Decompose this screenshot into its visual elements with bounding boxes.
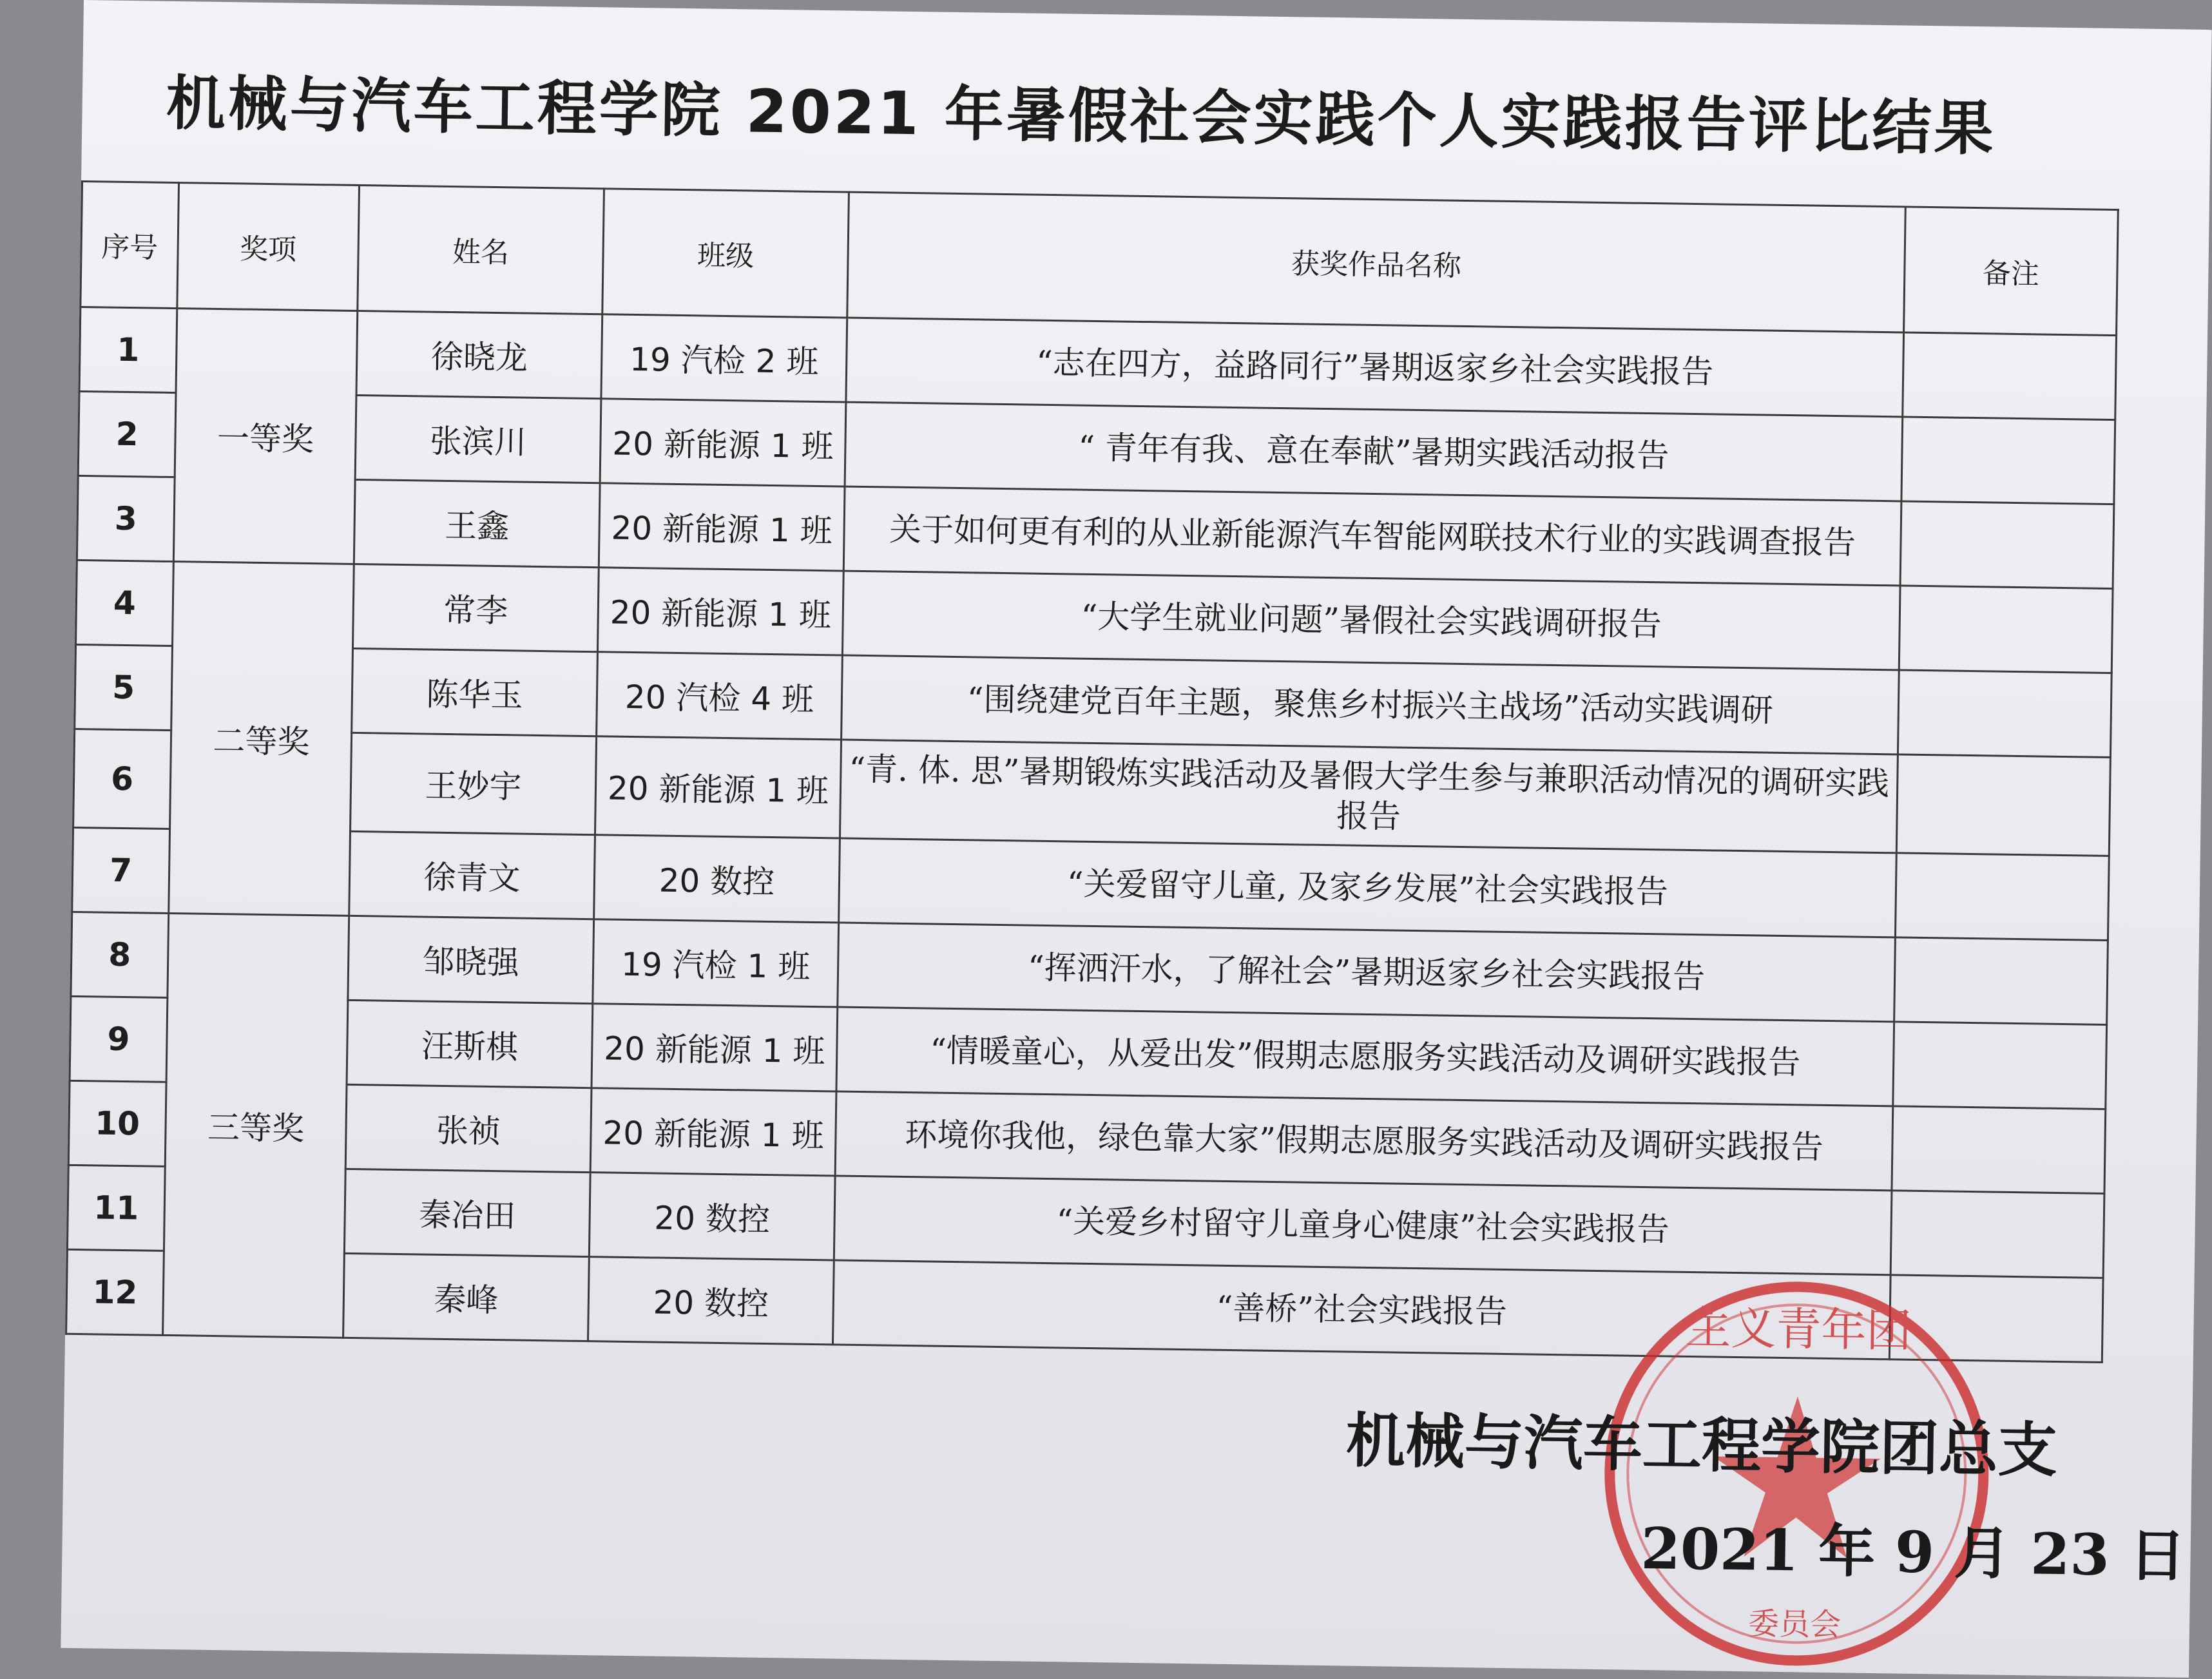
seal-bottom-text: 委员会	[1747, 1606, 1842, 1644]
student-name: 王鑫	[354, 479, 600, 567]
work-title: “善桥”社会实践报告	[832, 1260, 1890, 1359]
row-index: 1	[79, 307, 177, 392]
row-index: 12	[66, 1249, 164, 1335]
student-name: 秦冶田	[344, 1169, 590, 1256]
header-class: 班级	[602, 189, 849, 318]
student-name: 徐晓龙	[356, 311, 602, 398]
row-index: 3	[77, 475, 175, 561]
student-name: 常李	[352, 564, 599, 651]
paper-sheet	[61, 0, 2211, 1678]
note-cell	[1890, 1191, 2104, 1278]
header-name: 姓名	[358, 185, 604, 314]
header-note: 备注	[1904, 207, 2119, 336]
note-cell	[1893, 1022, 2107, 1109]
work-title: 环境你我他，绿色靠大家”假期志愿服务实践活动及调研实践报告	[835, 1091, 1893, 1191]
work-title: “关爱乡村留守儿童身心健康”社会实践报告	[834, 1176, 1892, 1275]
header-work-title: 获奖作品名称	[847, 192, 1906, 332]
student-name: 汪斯棋	[347, 1000, 593, 1088]
note-cell	[1903, 332, 2117, 420]
note-cell	[1898, 670, 2111, 758]
award-level-cell: 一等奖	[173, 309, 357, 564]
work-title: “大学生就业问题”暑假社会实践调研报告	[842, 571, 1900, 670]
work-title: “围绕建党百年主题，聚焦乡村振兴主战场”活动实践调研	[842, 655, 1899, 754]
row-index: 11	[67, 1165, 165, 1251]
class-name: 20 新能源 1 班	[599, 483, 845, 571]
note-cell	[1899, 586, 2113, 673]
note-cell	[1901, 417, 2115, 504]
awards-table	[65, 180, 2119, 1363]
row-index: 9	[70, 996, 168, 1082]
work-title: “ 青年有我、意在奉献”暑期实践活动报告	[845, 402, 1903, 501]
row-index: 2	[78, 391, 176, 477]
class-name: 19 汽检 2 班	[601, 314, 847, 402]
note-cell	[1894, 937, 2108, 1025]
class-name: 19 汽检 1 班	[593, 919, 839, 1007]
note-cell	[1896, 754, 2110, 856]
work-title: 关于如何更有利的从业新能源汽车智能网联技术行业的实践调查报告	[843, 486, 1901, 586]
header-index: 序号	[81, 181, 179, 308]
class-name: 20 数控	[589, 1173, 835, 1260]
row-index: 7	[72, 827, 170, 913]
class-name: 20 数控	[588, 1257, 834, 1345]
document-title: 机械与汽车工程学院 2021 年暑假社会实践个人实践报告评比结果	[166, 68, 1997, 164]
student-name: 张滨川	[355, 395, 601, 483]
student-name: 陈华玉	[352, 648, 598, 736]
student-name: 王妙宇	[351, 733, 597, 834]
class-name: 20 数控	[594, 835, 840, 923]
work-title: “情暖童心，从爱出发”假期志愿服务实践活动及调研实践报告	[836, 1007, 1894, 1106]
class-name: 20 新能源 1 班	[591, 1004, 838, 1091]
student-name: 邹晓强	[348, 916, 594, 1003]
note-cell	[1900, 501, 2114, 589]
issuing-organization: 机械与汽车工程学院团总支	[1345, 1405, 2058, 1485]
class-name: 20 新能源 1 班	[600, 399, 846, 486]
row-index: 5	[75, 644, 173, 730]
header-award: 奖项	[177, 183, 360, 311]
award-level-cell: 二等奖	[169, 562, 354, 916]
work-title: “关爱留守儿童, 及家乡发展”社会实践报告	[839, 838, 1897, 937]
award-level-cell: 三等奖	[163, 913, 349, 1338]
row-index: 10	[68, 1080, 166, 1166]
class-name: 20 新能源 1 班	[590, 1088, 836, 1176]
work-title: “挥洒汗水，了解社会”暑期返家乡社会实践报告	[838, 923, 1896, 1022]
class-name: 20 汽检 4 班	[597, 652, 843, 740]
class-name: 20 新能源 1 班	[595, 736, 841, 838]
student-name: 张祯	[345, 1084, 591, 1172]
issue-date: 2021 年 9 月 23 日	[1640, 1514, 2187, 1589]
row-index: 8	[71, 912, 169, 997]
student-name: 徐青文	[349, 831, 595, 919]
row-index: 6	[73, 729, 171, 829]
work-title: “志在四方，益路同行”暑期返家乡社会实践报告	[846, 318, 1904, 417]
note-cell	[1895, 853, 2109, 941]
row-index: 4	[76, 560, 174, 646]
work-title: “青. 体. 思”暑期锻炼实践活动及暑假大学生参与兼职活动情况的调研实践报告	[840, 740, 1898, 853]
class-name: 20 新能源 1 班	[597, 568, 843, 655]
student-name: 秦峰	[343, 1253, 590, 1341]
seal-arc-text: 主义青年团	[1685, 1301, 1912, 1358]
note-cell	[1892, 1106, 2106, 1194]
